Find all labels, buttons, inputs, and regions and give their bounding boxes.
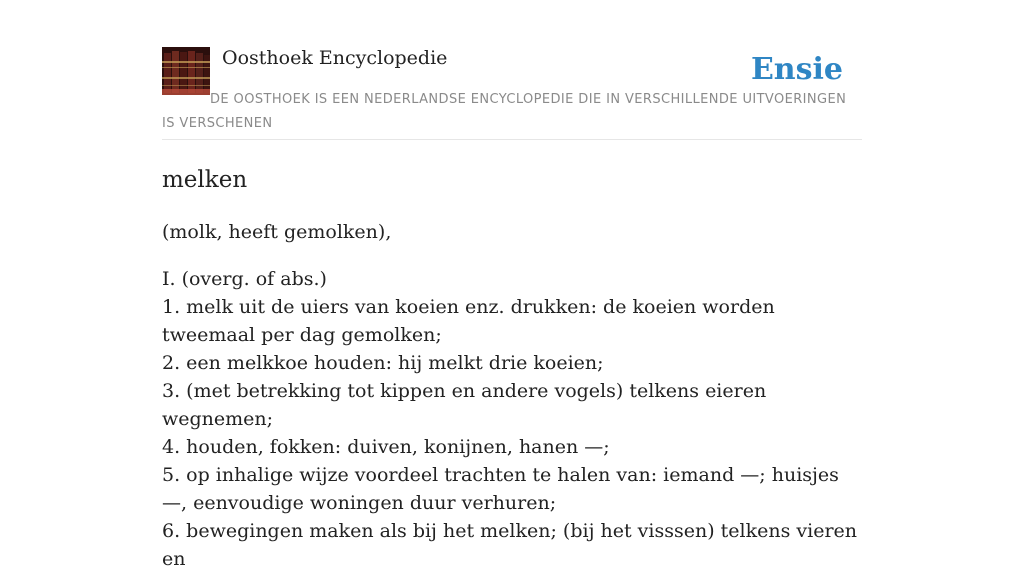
brand-logo[interactable]: Ensie	[750, 52, 843, 87]
entry-senses	[162, 265, 862, 573]
entry-article	[162, 164, 862, 573]
sense-item: 5. op inhalige wijze voordeel trachten te halen van: iemand —; huisjes —, eenvoudige woningen duur verhuren;	[162, 464, 839, 514]
sense-item: 3. (met betrekking tot kippen en andere vogels) telkens eieren wegnemen;	[162, 380, 767, 430]
site-title[interactable]: Oosthoek Encyclopedie	[222, 47, 448, 69]
entry-title: melken	[162, 167, 248, 193]
sense-item: 2. een melkkoe houden: hij melkt drie koeien;	[162, 352, 604, 374]
sense-item: 4. houden, fokken: duiven, konijnen, hanen —;	[162, 436, 610, 458]
entry-grammar: (molk, heeft gemolken),	[162, 221, 392, 243]
sense-item: 6. bewegingen maken als bij het melken; (bij het visssen) telkens vieren en	[162, 520, 858, 570]
sense-heading: I. (overg. of abs.)	[162, 268, 327, 290]
sense-item: 1. melk uit de uiers van koeien enz. drukken: de koeien worden tweemaal per dag gemolken;	[162, 296, 775, 346]
page-container	[162, 0, 862, 573]
site-header	[162, 0, 862, 140]
site-tagline: DE OOSTHOEK IS EEN NEDERLANDSE ENCYCLOPEDIE DIE IN VERSCHILLENDE UITVOERINGEN IS VERSCHENEN	[162, 92, 847, 131]
